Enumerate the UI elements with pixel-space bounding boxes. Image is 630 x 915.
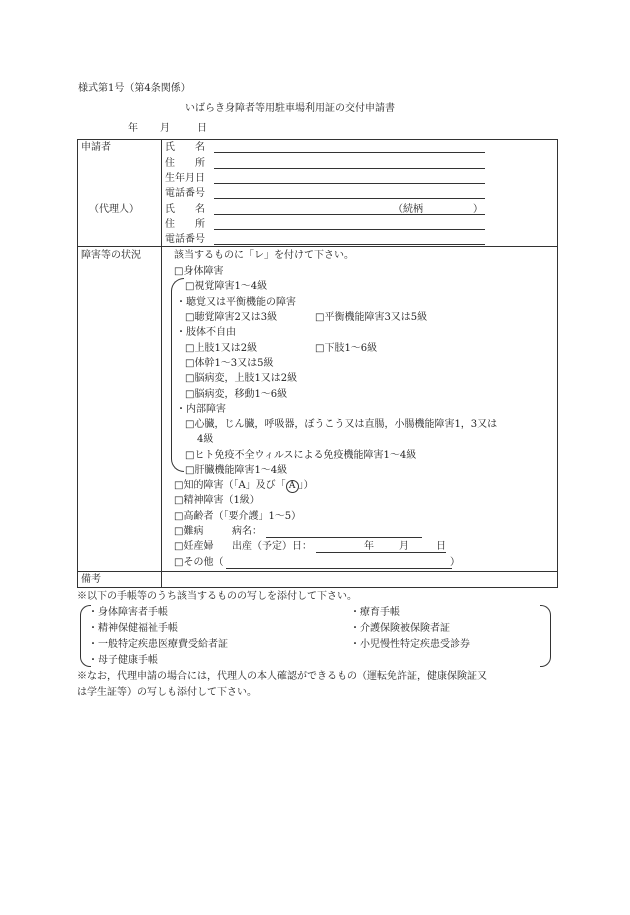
applicant-address-field[interactable] <box>214 168 485 169</box>
date-year: 年 <box>128 123 138 134</box>
limb-heading: ・肢体不自由 <box>176 327 236 338</box>
check-hearing[interactable]: □聴覚障害2又は3級 <box>185 312 278 323</box>
remarks-label: 備考 <box>81 574 101 585</box>
applicant-name-label: 氏 名 <box>165 142 205 153</box>
agent-phone-label: 電話番号 <box>165 234 205 245</box>
agent-label: （代理人） <box>89 204 139 215</box>
disease-field[interactable] <box>266 537 422 538</box>
disease-label: 病名： <box>232 526 262 537</box>
due-day: 日 <box>436 541 446 552</box>
doc-mental: ・精神保健福祉手帳 <box>88 623 178 634</box>
agent-address-field[interactable] <box>214 229 485 230</box>
agent-relation-label: （続柄 ） <box>393 204 483 215</box>
form-number: 様式第1号（第4条関係） <box>78 83 191 94</box>
doc-maternal: ・母子健康手帳 <box>88 655 158 666</box>
check-other[interactable]: □その他（ <box>174 557 224 568</box>
agent-note-line2: は学生証等）の写しも添付して下さい。 <box>77 687 257 698</box>
check-mental[interactable]: □精神障害（1級） <box>174 495 260 506</box>
due-year: 年 <box>364 541 374 552</box>
check-elderly[interactable]: □高齢者（「要介護」1～5） <box>174 511 302 522</box>
date-month: 月 <box>160 123 170 134</box>
intellectual-close: 」） <box>298 480 314 491</box>
applicant-phone-field[interactable] <box>214 198 485 199</box>
due-date-label: 出産（予定）日： <box>232 541 312 552</box>
check-hiv[interactable]: □ヒト免疫不全ウィルスによる免疫機能障害1～4級 <box>185 450 417 461</box>
table-border-row2 <box>77 571 558 572</box>
applicant-birth-field[interactable] <box>214 183 485 184</box>
doc-child: ・小児慢性特定疾患受診券 <box>350 639 470 650</box>
doc-physical: ・身体障害者手帳 <box>88 607 168 618</box>
other-close: ） <box>450 557 460 568</box>
table-border-row1 <box>77 246 558 247</box>
check-trunk[interactable]: □体幹1～3又は5級 <box>185 358 274 369</box>
check-upper-limb[interactable]: □上肢1又は2級 <box>185 343 258 354</box>
doc-disease: ・一般特定疾患医療費受給者証 <box>88 639 228 650</box>
form-title: いばらき身障者等用駐車場利用証の交付申請書 <box>185 103 395 114</box>
internal-grade: 4級 <box>197 434 214 445</box>
check-brain-upper[interactable]: □脳病変，上肢1又は2級 <box>185 373 298 384</box>
agent-address-label: 住 所 <box>165 219 205 230</box>
check-intellectual[interactable] <box>174 479 314 493</box>
applicant-label: 申請者 <box>81 142 111 153</box>
docs-bracket-right <box>540 605 551 667</box>
intellectual-label: □知的障害（「A」及び「 <box>174 480 286 491</box>
attach-note: ※以下の手帳等のうち該当するものの写しを添付して下さい。 <box>77 591 357 602</box>
status-label: 障害等の状況 <box>81 250 141 261</box>
agent-name-label: 氏 名 <box>165 204 205 215</box>
table-border-bottom <box>77 587 558 588</box>
check-internal[interactable]: □心臓，じん臓，呼吸器，ぼうこう又は直腸，小腸機能障害1，3又は <box>185 419 498 430</box>
check-physical[interactable]: □身体障害 <box>174 266 224 277</box>
status-instruction: 該当するものに「レ」を付けて下さい。 <box>174 250 354 261</box>
check-visual[interactable]: □視覚障害1～4級 <box>185 281 268 292</box>
check-balance[interactable]: □平衡機能障害3又は5級 <box>315 312 428 323</box>
check-pregnant[interactable]: □妊産婦 <box>174 541 214 552</box>
circled-a-icon: A <box>286 480 299 493</box>
agent-note-line1: ※なお，代理申請の場合には，代理人の本人確認ができるもの（運転免許証，健康保険証又 <box>77 671 487 682</box>
applicant-name-field[interactable] <box>214 152 485 153</box>
date-day: 日 <box>197 123 207 134</box>
internal-heading: ・内部障害 <box>176 404 226 415</box>
due-date-field[interactable] <box>316 552 446 553</box>
table-border-left <box>77 139 78 587</box>
hearing-heading: ・聴覚又は平衡機能の障害 <box>176 297 296 308</box>
applicant-phone-label: 電話番号 <box>165 188 205 199</box>
check-brain-move[interactable]: □脳病変，移動1～6級 <box>185 389 288 400</box>
table-border-top <box>77 139 558 140</box>
table-border-right <box>557 139 558 587</box>
agent-phone-field[interactable] <box>214 244 485 245</box>
doc-care: ・介護保険被保険者証 <box>350 623 450 634</box>
check-liver[interactable]: □肝臓機能障害1～4級 <box>185 465 288 476</box>
table-divider <box>161 139 162 587</box>
applicant-birth-label: 生年月日 <box>165 173 205 184</box>
check-lower-limb[interactable]: □下肢1～6級 <box>315 343 378 354</box>
applicant-address-label: 住 所 <box>165 158 205 169</box>
due-month: 月 <box>399 541 409 552</box>
doc-rehab: ・療育手帳 <box>350 607 400 618</box>
check-intractable[interactable]: □難病 <box>174 526 204 537</box>
other-field[interactable] <box>226 568 452 569</box>
